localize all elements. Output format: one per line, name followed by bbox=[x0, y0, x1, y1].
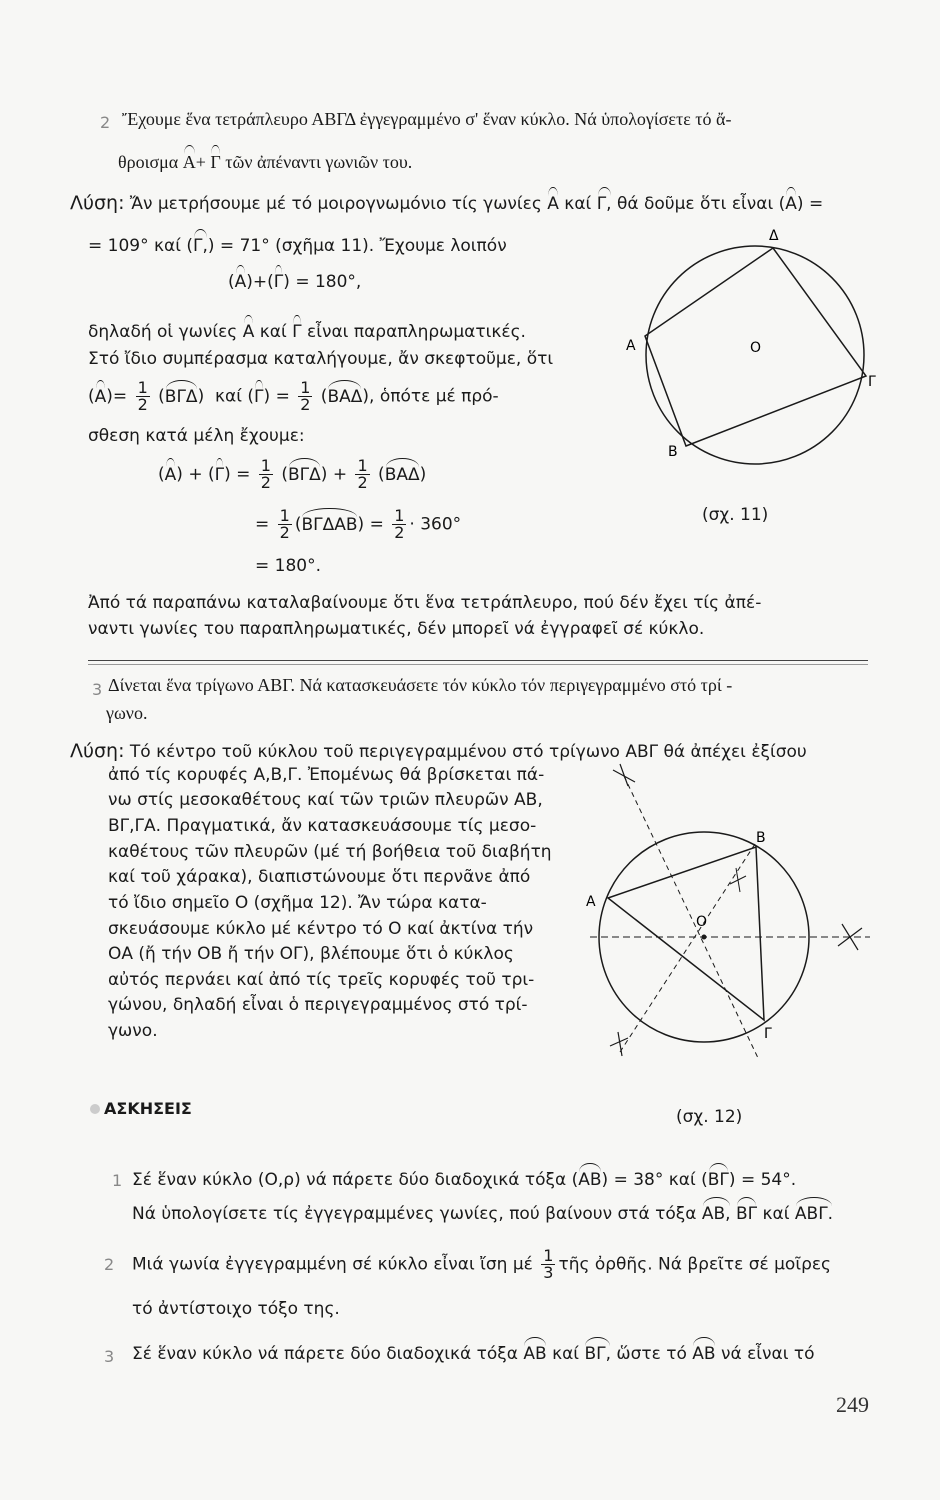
figure-12 bbox=[580, 756, 880, 1066]
figure-12-label-o: Ο bbox=[696, 914, 708, 930]
figure-12-construction-mark-inner bbox=[730, 868, 746, 892]
figure-11 bbox=[620, 228, 900, 540]
solution-3-line-6: καί τοῦ χάρακα), διαπιστώνουμε ὅτι περνᾶνε ἀπό bbox=[108, 867, 531, 887]
exercise-2-line-1: Μιά γωνία ἐγγεγραμμένη σέ κύκλο εἶναι ἴση μέ $\frac{1}{3}$ τῆς ὀρθῆς. Νά βρεῖτε σέ μοῖρες bbox=[132, 1246, 832, 1282]
solution-3-line-2: ἀπό τίς κορυφές Α,Β,Γ. Ἐπομένως θά βρίσκεται πά- bbox=[108, 765, 545, 785]
figure-12-label-a: Α bbox=[586, 894, 596, 910]
solution-3-line-11: γώνου, δηλαδή εἶναι ὁ περιγεγραμμένος στό τρί- bbox=[108, 995, 528, 1015]
problem-2-line-1: Ἔχουμε ἕνα τετράπλευρο ΑΒΓΔ ἐγγεγραμμένο σ' ἕναν κύκλο. Νά ὑπολογίσετε τό ἄ- bbox=[122, 109, 732, 129]
page-number: 249 bbox=[836, 1392, 869, 1417]
solution-3-line-10: αὐτός περνάει καί ἀπό τίς τρεῖς κορυφές τοῦ τρι- bbox=[108, 970, 535, 990]
solution-2-line-4: δηλαδή οἱ γωνίες Α καί Γ εἶναι παραπληρωματικές. bbox=[88, 318, 526, 343]
bullet-icon bbox=[90, 1104, 100, 1114]
solution-2-line-8: (Α) + (Γ) = $\frac{1}{2}$ (ΒΓΔ) + $\frac{1}{2}$ (ΒΑΔ) bbox=[158, 456, 427, 492]
solution-2-sum-equation: (Α)+(Γ) = 180°, bbox=[228, 268, 361, 293]
figure-12-bisector-ab bbox=[624, 776, 758, 1058]
figure-12-triangle bbox=[608, 847, 764, 1020]
solution-2-line-10: = 180°. bbox=[255, 556, 321, 576]
solution-3-line-1: Λύση: Τό κέντρο τοῦ κύκλου τοῦ περιγεγραμμένου στό τρίγωνο ΑΒΓ θά ἀπέχει ἐξίσου bbox=[70, 740, 807, 762]
solution-3-line-3: νω στίς μεσοκαθέτους καί τῶν τριῶν πλευρῶν ΑΒ, bbox=[108, 790, 543, 810]
solution-2-line-6: (Α)= $\frac{1}{2}$ (ΒΓΔ) καί (Γ) = $\frac{1}{2}$ (ΒΑΔ), ὁπότε μέ πρό- bbox=[88, 378, 499, 414]
figure-11-label-d: Δ bbox=[769, 228, 779, 244]
figure-11-caption: (σχ. 11) bbox=[702, 505, 769, 525]
solution-3-line-8: σκευάσουμε κύκλο μέ κέντρο τό Ο καί ἀκτίνα τήν bbox=[108, 919, 534, 939]
problem-3-number: 3 bbox=[92, 680, 103, 699]
problem-2-line-2: θροισμα Α+ Γ τῶν ἀπέναντι γωνιῶν του. bbox=[118, 148, 412, 173]
figure-11-label-b: Β bbox=[668, 444, 678, 460]
exercise-1-number: 1 bbox=[112, 1171, 123, 1190]
problem-3-line-1: Δίνεται ἕνα τρίγωνο ΑΒΓ. Νά κατασκευάσετε τόν κύκλο τόν περιγεγραμμένο στό τρί - bbox=[108, 675, 733, 695]
solution-2-line-7: σθεση κατά μέλη ἔχουμε: bbox=[88, 426, 305, 446]
solution-2-line-9: = $\frac{1}{2}$ (ΒΓΔΑΒ) = $\frac{1}{2}$ · 360° bbox=[255, 506, 462, 542]
figure-12-center-point bbox=[702, 935, 707, 940]
exercise-1-line-1: Σέ ἕναν κύκλο (Ο,ρ) νά πάρετε δύο διαδοχικά τόξα (ΑΒ) = 38° καί (ΒΓ) = 54°. bbox=[132, 1166, 796, 1191]
solution-3-line-5: καθέτους τῶν πλευρῶν (μέ τή βοήθεια τοῦ διαβήτη bbox=[108, 842, 552, 862]
solution-3-line-9: ΟΑ (ἤ τήν ΟΒ ἤ τήν ΟΓ), βλέπουμε ὅτι ὁ κύκλος bbox=[108, 944, 514, 964]
solution-3-line-4: ΒΓ,ΓΑ. Πραγματικά, ἄν κατασκευάσουμε τίς μεσο- bbox=[108, 816, 537, 836]
exercise-3-line-1: Σέ ἕναν κύκλο νά πάρετε δύο διαδοχικά τόξα ΑΒ καί ΒΓ, ὥστε τό ΑΒ νά εἶναι τό bbox=[132, 1340, 815, 1365]
solution-3-line-7: τό ἴδιο σημεῖο Ο (σχῆμα 12). Ἄν τώρα κατα- bbox=[108, 893, 487, 913]
figure-11-label-g: Γ bbox=[868, 374, 876, 390]
exercises-heading: ΑΣΚΗΣΕΙΣ bbox=[104, 1099, 192, 1118]
figure-12-label-g: Γ bbox=[764, 1026, 772, 1042]
solution-2-conclusion-2: ναντι γωνίες του παραπληρωματικές, δέν μπορεῖ νά ἐγγραφεῖ σέ κύκλο. bbox=[88, 619, 705, 639]
exercise-1-line-2: Νά ὑπολογίσετε τίς ἐγγεγραμμένες γωνίες, πού βαίνουν στά τόξα ΑΒ, ΒΓ καί ΑΒΓ. bbox=[132, 1200, 833, 1225]
figure-11-label-a: Α bbox=[626, 338, 636, 354]
solution-2-line-1: Λύση: Ἄν μετρήσουμε μέ τό μοιρογνωμόνιο τίς γωνίες Α καί Γ, θά δοῦμε ὅτι εἶναι (Α) = bbox=[70, 192, 824, 214]
divider-bottom bbox=[88, 664, 868, 665]
figure-11-label-o: Ο bbox=[750, 340, 762, 356]
exercise-2-line-2: τό ἀντίστοιχο τόξο της. bbox=[132, 1299, 340, 1319]
exercise-3-number: 3 bbox=[104, 1347, 115, 1366]
solution-2-line-2: = 109° καί (Γ,) = 71° (σχῆμα 11). Ἔχουμε λοιπόν bbox=[88, 232, 507, 257]
solution-2-line-5: Στό ἴδιο συμπέρασμα καταλήγουμε, ἄν σκεφτοῦμε, ὅτι bbox=[88, 349, 554, 369]
figure-12-label-b: Β bbox=[756, 830, 766, 846]
solution-3-line-12: γωνο. bbox=[108, 1021, 158, 1041]
exercise-2-number: 2 bbox=[104, 1255, 115, 1274]
figure-12-bisector-ga bbox=[620, 844, 755, 1052]
problem-2-number: 2 bbox=[100, 113, 111, 132]
divider-top bbox=[88, 660, 868, 661]
problem-3-line-2: γωνο. bbox=[106, 703, 148, 723]
solution-2-conclusion-1: Ἀπό τά παραπάνω καταλαβαίνουμε ὅτι ἕνα τετράπλευρο, πού δέν ἔχει τίς ἀπέ- bbox=[88, 593, 762, 613]
figure-12-caption: (σχ. 12) bbox=[676, 1107, 743, 1127]
figure-12-construction-mark-top bbox=[613, 764, 635, 786]
